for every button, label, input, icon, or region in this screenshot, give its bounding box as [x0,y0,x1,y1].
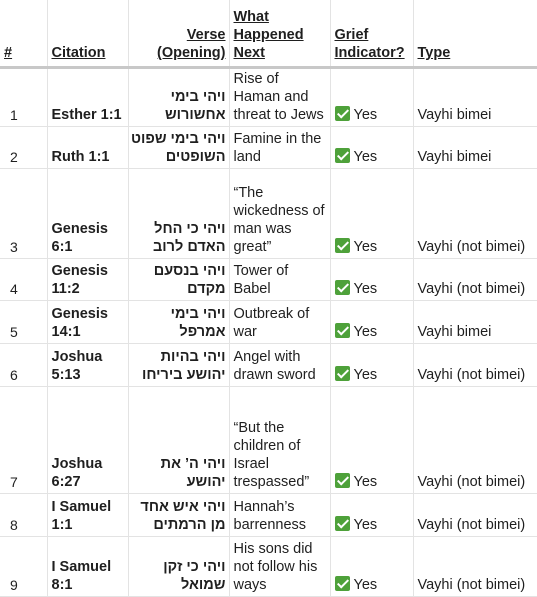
checkmark-icon [335,366,350,381]
grief-label: Yes [353,148,378,165]
checkmark-icon [335,473,350,488]
checkmark-icon [335,576,350,591]
row-what-happened[interactable]: “The wickedness of man was great” [229,168,330,258]
row-verse[interactable]: ויהי בימי אמרפל [128,300,229,343]
row-number[interactable]: 3 [0,168,47,258]
row-number[interactable]: 9 [0,536,47,596]
row-verse[interactable]: ויהי איש אחד מן הרמתים [128,493,229,536]
row-number[interactable]: 6 [0,343,47,386]
row-number[interactable]: 7 [0,386,47,493]
row-type[interactable]: Vayhi (not bimei) [413,536,537,596]
row-verse[interactable]: ויהי כי זקן שמואל [128,536,229,596]
checkmark-icon [335,280,350,295]
row-grief-indicator[interactable] [330,69,413,126]
row-what-happened[interactable]: Outbreak of war [229,300,330,343]
checkmark-icon [335,238,350,253]
row-citation[interactable]: I Samuel 8:1 [47,536,128,596]
grief-label: Yes [353,280,378,297]
header-what[interactable]: What Happened Next [229,0,330,66]
table-row [0,258,537,300]
header-verse[interactable]: Verse (Opening) [128,0,229,66]
table-row [0,343,537,386]
table-row [0,493,537,536]
row-number[interactable]: 1 [0,69,47,126]
row-citation[interactable]: Joshua 6:27 [47,386,128,493]
checkmark-icon [335,516,350,531]
row-type[interactable]: Vayhi (not bimei) [413,168,537,258]
table-row [0,168,537,258]
header-grief[interactable]: Grief Indicator? [330,0,413,66]
table-row [0,69,537,126]
row-type[interactable]: Vayhi (not bimei) [413,386,537,493]
row-type[interactable]: Vayhi (not bimei) [413,258,537,300]
row-number[interactable]: 4 [0,258,47,300]
row-grief-indicator[interactable] [330,343,413,386]
row-citation[interactable]: Genesis 11:2 [47,258,128,300]
grief-label: Yes [353,473,378,490]
row-grief-indicator[interactable] [330,536,413,596]
row-what-happened[interactable]: His sons did not follow his ways [229,536,330,596]
row-type[interactable]: Vayhi (not bimei) [413,343,537,386]
row-citation[interactable]: I Samuel 1:1 [47,493,128,536]
row-what-happened[interactable]: Rise of Haman and threat to Jews [229,69,330,126]
row-what-happened[interactable]: Hannah’s barrenness [229,493,330,536]
checkmark-icon [335,323,350,338]
row-number[interactable]: 5 [0,300,47,343]
row-grief-indicator[interactable] [330,168,413,258]
table-row [0,300,537,343]
row-grief-indicator[interactable] [330,126,413,168]
row-what-happened[interactable]: Famine in the land [229,126,330,168]
row-grief-indicator[interactable] [330,300,413,343]
row-grief-indicator[interactable] [330,493,413,536]
header-num[interactable]: # [4,45,13,61]
row-type[interactable]: Vayhi (not bimei) [413,493,537,536]
row-type[interactable]: Vayhi bimei [413,126,537,168]
checkmark-icon [335,148,350,163]
row-citation[interactable]: Genesis 14:1 [47,300,128,343]
row-citation[interactable]: Esther 1:1 [47,69,128,126]
checkmark-icon [335,106,350,121]
row-citation[interactable]: Ruth 1:1 [47,126,128,168]
row-what-happened[interactable]: Tower of Babel [229,258,330,300]
grief-label: Yes [353,366,378,383]
row-verse[interactable]: ויהי בהיות יהושע ביריחו [128,343,229,386]
grief-label: Yes [353,576,378,593]
table-row [0,536,537,596]
row-what-happened[interactable]: Angel with drawn sword [229,343,330,386]
row-grief-indicator[interactable] [330,258,413,300]
row-citation[interactable]: Joshua 5:13 [47,343,128,386]
row-number[interactable]: 8 [0,493,47,536]
row-verse[interactable]: ויהי בימי שפוט השופטים [128,126,229,168]
row-citation[interactable]: Genesis 6:1 [47,168,128,258]
row-type[interactable]: Vayhi bimei [413,300,537,343]
grief-label: Yes [353,238,378,255]
table-row [0,386,537,493]
grief-label: Yes [353,323,378,340]
row-number[interactable]: 2 [0,126,47,168]
header-type[interactable]: Type [413,0,537,66]
row-verse[interactable]: ויהי כי החל האדם לרוב [128,168,229,258]
header-row [0,0,537,66]
header-citation[interactable]: Citation [47,0,128,66]
row-type[interactable]: Vayhi bimei [413,69,537,126]
row-grief-indicator[interactable] [330,386,413,493]
row-verse[interactable]: ויהי בימי אחשורוש [128,69,229,126]
row-verse[interactable]: ויהי ה’ את יהושע [128,386,229,493]
grief-label: Yes [353,516,378,533]
grief-label: Yes [353,106,378,123]
row-what-happened[interactable]: “But the children of Israel trespassed” [229,386,330,493]
table-row [0,126,537,168]
row-verse[interactable]: ויהי בנסעם מקדם [128,258,229,300]
